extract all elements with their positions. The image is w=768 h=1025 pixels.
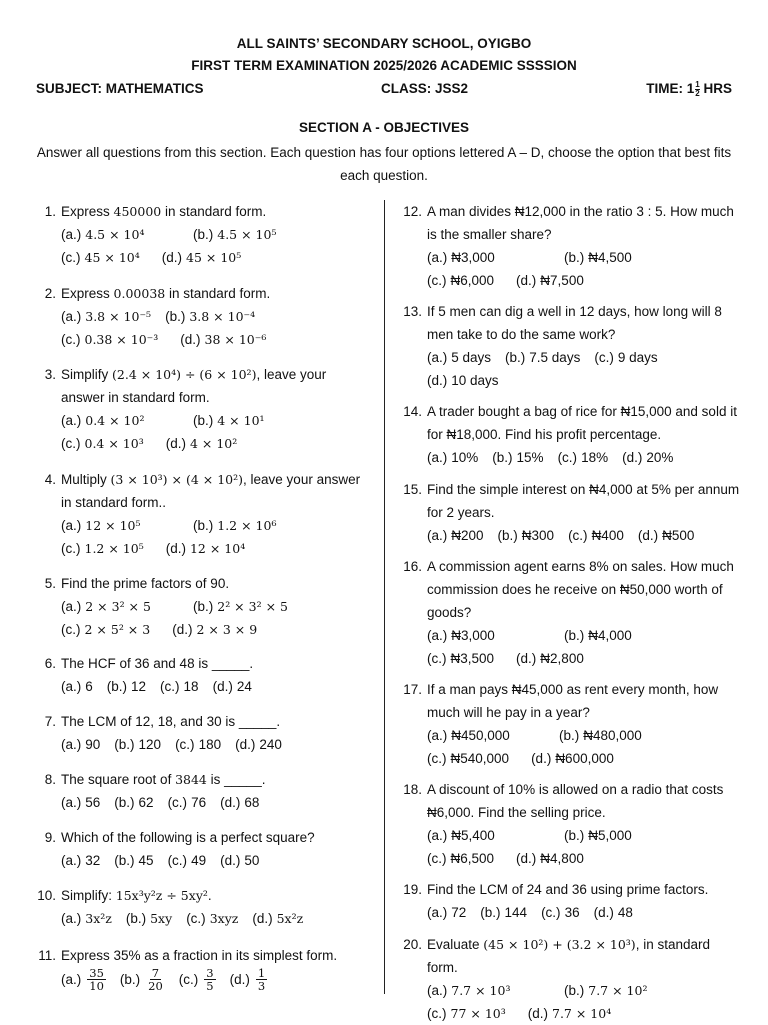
option-c: (c.) ₦6,500 bbox=[427, 851, 495, 866]
question-number: 17. bbox=[403, 682, 422, 697]
option-d: (d.) 45 × 10⁵ bbox=[161, 250, 242, 265]
options bbox=[427, 346, 740, 392]
question-number: 8. bbox=[44, 772, 56, 787]
option-c: (c.) ₦540,000 bbox=[427, 751, 510, 766]
option-c: (c.) 180 bbox=[175, 737, 222, 752]
option-a: (a.) 3x²z bbox=[61, 911, 112, 926]
question-text: Simplify (2.4 × 10⁴) ÷ (6 × 10²), leave your answer in standard form. bbox=[61, 367, 327, 405]
class-label: CLASS: JSS2 bbox=[381, 81, 469, 96]
section-instructions: Answer all questions from this section. Each question has four options lettered A – D, choose the option that best fits each question. bbox=[36, 145, 732, 183]
option-a: (a.) ₦200 bbox=[427, 528, 484, 543]
question-text: If a man pays ₦45,000 as rent every month, how much will he pay in a year? bbox=[427, 682, 719, 720]
question-number: 4. bbox=[44, 472, 56, 487]
option-a: (a.) 2 × 3² × 5 bbox=[61, 599, 151, 614]
option-b: (b.) 12 bbox=[106, 679, 147, 694]
option-b: (b.) 2² × 3² × 5 bbox=[193, 599, 288, 614]
option-c: (c.) 45 × 10⁴ bbox=[61, 250, 140, 265]
exam-title: FIRST TERM EXAMINATION 2025/2026 ACADEMIC SSSSION bbox=[191, 58, 577, 73]
option-b: (b.) ₦480,000 bbox=[559, 728, 642, 743]
question-number: 12. bbox=[403, 204, 422, 219]
question-number: 9. bbox=[44, 830, 56, 845]
option-a: (a.) ₦5,400 bbox=[427, 828, 495, 843]
option-c: (c.) 76 bbox=[167, 795, 207, 810]
option-a: (a.) 56 bbox=[61, 795, 101, 810]
question-number: 14. bbox=[403, 404, 422, 419]
option-a: (a.) $\frac{35}{10}$ bbox=[61, 966, 104, 993]
question-number: 16. bbox=[403, 559, 422, 574]
question-text: Find the simple interest on ₦4,000 at 5% per annum for 2 years. bbox=[427, 482, 740, 520]
question-text: A commission agent earns 8% on sales. How much commission does he receive on ₦50,000 worth of goods? bbox=[427, 559, 734, 620]
option-c: (c.) $\frac{3}{5}$ bbox=[178, 966, 214, 993]
option-a: (a.) 6 bbox=[61, 679, 93, 694]
options bbox=[427, 824, 740, 870]
option-d: (d.) 240 bbox=[235, 737, 282, 752]
option-d: (d.) 4 × 10² bbox=[165, 436, 238, 451]
option-c: (c.) 36 bbox=[541, 905, 580, 920]
options bbox=[61, 305, 373, 351]
options bbox=[61, 849, 373, 872]
option-b: (b.) 120 bbox=[114, 737, 162, 752]
question-text: A discount of 10% is allowed on a radio that costs ₦6,000. Find the selling price. bbox=[427, 782, 724, 820]
option-b: (b.) 7.5 days bbox=[505, 350, 581, 365]
option-c: (c.) 49 bbox=[167, 853, 207, 868]
question-text: The HCF of 36 and 48 is _____. bbox=[61, 656, 254, 671]
option-c: (c.) ₦3,500 bbox=[427, 651, 495, 666]
option-a: (a.) ₦3,000 bbox=[427, 250, 495, 265]
option-c: (c.) 18 bbox=[160, 679, 199, 694]
question-text: Find the LCM of 24 and 36 using prime factors. bbox=[427, 882, 709, 897]
question-number: 15. bbox=[403, 482, 422, 497]
option-d: (d.) 20% bbox=[622, 450, 674, 465]
options bbox=[427, 624, 740, 670]
option-b: (b.) 3.8 × 10⁻⁴ bbox=[165, 309, 256, 324]
question-number: 6. bbox=[44, 656, 56, 671]
option-d: (d.) 2 × 3 × 9 bbox=[172, 622, 258, 637]
options bbox=[427, 446, 740, 469]
question-text: If 5 men can dig a well in 12 days, how long will 8 men take to do the same work? bbox=[427, 304, 722, 342]
question-text: Evaluate (45 × 10²) + (3.2 × 10³), in standard form. bbox=[427, 937, 710, 975]
option-c: (c.) ₦6,000 bbox=[427, 273, 495, 288]
option-d: (d.) ₦500 bbox=[637, 528, 695, 543]
option-c: (c.) ₦400 bbox=[568, 528, 624, 543]
question-number: 3. bbox=[44, 367, 56, 382]
question-text: Which of the following is a perfect square? bbox=[61, 830, 315, 845]
options bbox=[61, 733, 373, 756]
option-d: (d.) ₦2,800 bbox=[516, 651, 584, 666]
option-a: (a.) 0.4 × 10² bbox=[61, 413, 145, 428]
option-d: (d.) 48 bbox=[593, 905, 633, 920]
option-a: (a.) 3.8 × 10⁻⁵ bbox=[61, 309, 152, 324]
question-number: 5. bbox=[44, 576, 56, 591]
question-text: Express 35% as a fraction in its simplest form. bbox=[61, 948, 338, 963]
option-a: (a.) 90 bbox=[61, 737, 101, 752]
options bbox=[61, 791, 373, 814]
option-d: (d.) 10 days bbox=[427, 373, 499, 388]
options bbox=[427, 524, 740, 547]
option-c: (c.) 0.4 × 10³ bbox=[61, 436, 144, 451]
option-d: (d.) 50 bbox=[220, 853, 260, 868]
question-number: 13. bbox=[403, 304, 422, 319]
school-name: ALL SAINTS’ SECONDARY SCHOOL, OYIGBO bbox=[236, 36, 532, 51]
options bbox=[61, 967, 373, 992]
option-a: (a.) ₦450,000 bbox=[427, 728, 510, 743]
question-text: Multiply (3 × 10³) × (4 × 10²), leave your answer in standard form.. bbox=[61, 472, 361, 510]
option-a: (a.) 10% bbox=[427, 450, 479, 465]
options bbox=[427, 246, 740, 292]
option-b: (b.) ₦4,500 bbox=[564, 250, 632, 265]
option-d: (d.) ₦4,800 bbox=[516, 851, 584, 866]
options bbox=[61, 223, 373, 269]
option-b: (b.) ₦5,000 bbox=[564, 828, 632, 843]
option-c: (c.) 18% bbox=[557, 450, 609, 465]
question-text: Find the prime factors of 90. bbox=[61, 576, 230, 591]
option-c: (c.) 9 days bbox=[594, 350, 658, 365]
subject-label: SUBJECT: MATHEMATICS bbox=[36, 81, 204, 96]
question-number: 19. bbox=[403, 882, 422, 897]
option-d: (d.) 38 × 10⁻⁶ bbox=[180, 332, 267, 347]
option-b: (b.) ₦300 bbox=[497, 528, 555, 543]
option-d: (d.) 7.7 × 10⁴ bbox=[527, 1006, 612, 1021]
question-number: 20. bbox=[403, 937, 422, 952]
option-b: (b.) 15% bbox=[492, 450, 544, 465]
option-d: (d.) $\frac{1}{3}$ bbox=[229, 966, 266, 993]
question-number: 1. bbox=[44, 204, 56, 219]
options bbox=[61, 675, 373, 698]
option-d: (d.) 12 × 10⁴ bbox=[165, 541, 246, 556]
option-b: (b.) 5xy bbox=[125, 911, 173, 926]
option-a: (a.) 72 bbox=[427, 905, 467, 920]
column-divider bbox=[384, 200, 385, 994]
question-text: The LCM of 12, 18, and 30 is _____. bbox=[61, 714, 281, 729]
question-text: A trader bought a bag of rice for ₦15,000 and sold it for ₦18,000. Find his profit percentage. bbox=[427, 404, 737, 442]
option-a: (a.) 4.5 × 10⁴ bbox=[61, 227, 145, 242]
options bbox=[61, 409, 373, 455]
option-a: (a.) 5 days bbox=[427, 350, 492, 365]
option-b: (b.) 7.7 × 10² bbox=[564, 983, 648, 998]
option-b: (b.) 4.5 × 10⁵ bbox=[193, 227, 277, 242]
options bbox=[427, 979, 740, 1025]
option-c: (c.) 1.2 × 10⁵ bbox=[61, 541, 144, 556]
option-d: (d.) ₦600,000 bbox=[531, 751, 614, 766]
option-d: (d.) ₦7,500 bbox=[516, 273, 584, 288]
option-b: (b.) ₦4,000 bbox=[564, 628, 632, 643]
question-text: Express 450000 in standard form. bbox=[61, 204, 267, 219]
option-a: (a.) 32 bbox=[61, 853, 101, 868]
question-text: A man divides ₦12,000 in the ratio 3 : 5. How much is the smaller share? bbox=[427, 204, 734, 242]
option-a: (a.) 7.7 × 10³ bbox=[427, 983, 511, 998]
option-c: (c.) 77 × 10³ bbox=[427, 1006, 506, 1021]
option-a: (a.) 12 × 10⁵ bbox=[61, 518, 141, 533]
option-c: (c.) 0.38 × 10⁻³ bbox=[61, 332, 159, 347]
option-b: (b.) 144 bbox=[480, 905, 528, 920]
question-text: Express 0.00038 in standard form. bbox=[61, 286, 271, 301]
option-a: (a.) ₦3,000 bbox=[427, 628, 495, 643]
options bbox=[61, 595, 373, 641]
option-d: (d.) 24 bbox=[212, 679, 252, 694]
question-number: 7. bbox=[44, 714, 56, 729]
time-label: TIME: 1 $\frac{1}{2}$ HRS bbox=[646, 80, 732, 98]
option-c: (c.) 3xyz bbox=[186, 911, 239, 926]
option-b: (b.) 45 bbox=[114, 853, 154, 868]
option-b: (b.) 1.2 × 10⁶ bbox=[193, 518, 277, 533]
option-b: (b.) 62 bbox=[114, 795, 154, 810]
option-d: (d.) 68 bbox=[220, 795, 260, 810]
question-number: 18. bbox=[403, 782, 422, 797]
question-number: 11. bbox=[38, 948, 56, 963]
question-text: The square root of 3844 is _____. bbox=[61, 772, 266, 787]
question-text: Simplify: 15x³y²z ÷ 5xy². bbox=[61, 888, 212, 903]
options bbox=[427, 724, 740, 770]
option-d: (d.) 5x²z bbox=[252, 911, 304, 926]
option-b: (b.) 4 × 10¹ bbox=[193, 413, 265, 428]
option-b: (b.) $\frac{7}{20}$ bbox=[119, 966, 163, 993]
question-number: 10. bbox=[37, 888, 56, 903]
options bbox=[61, 514, 373, 560]
question-number: 2. bbox=[44, 286, 56, 301]
options bbox=[427, 901, 740, 924]
section-title: SECTION A - OBJECTIVES bbox=[298, 120, 470, 135]
options bbox=[61, 907, 373, 930]
option-c: (c.) 2 × 5² × 3 bbox=[61, 622, 151, 637]
